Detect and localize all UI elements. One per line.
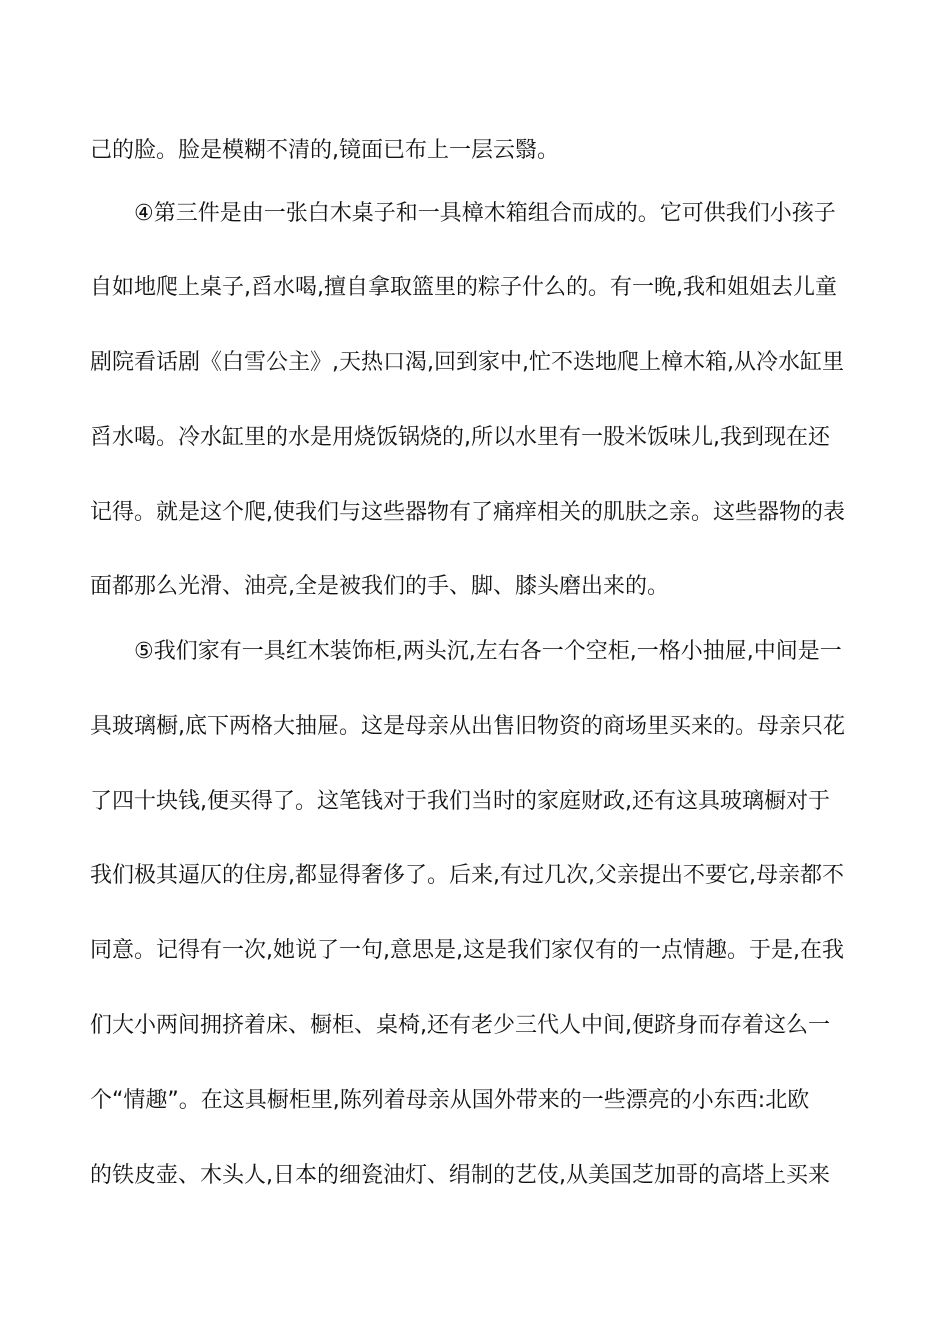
text-line: 的铁皮壶、木头人,日本的细瓷油灯、绢制的艺伎,从美国芝加哥的高塔上买来: [90, 1163, 830, 1188]
text-line: 们大小两间拥挤着床、橱柜、桌椅,还有老少三代人中间,便跻身而存着这么一: [90, 1013, 830, 1038]
text-line: 剧院看话剧《白雪公主》,天热口渴,回到家中,忙不迭地爬上樟木箱,从冷水缸里: [90, 350, 844, 375]
text-line: 己的脸。脸是模糊不清的,镜面已布上一层云翳。: [90, 138, 559, 163]
text-line: 我们极其逼仄的住房,都显得奢侈了。后来,有过几次,父亲提出不要它,母亲都不: [90, 863, 844, 888]
text-line: 具玻璃橱,底下两格大抽屉。这是母亲从出售旧物资的商场里买来的。母亲只花: [90, 714, 845, 739]
text-line: 个“情趣”。在这具橱柜里,陈列着母亲从国外带来的一些漂亮的小东西:北欧: [90, 1088, 810, 1113]
text-line: 了四十块钱,便买得了。这笔钱对于我们当时的家庭财政,还有这具玻璃橱对于: [90, 789, 830, 814]
text-line: 同意。记得有一次,她说了一句,意思是,这是我们家仅有的一点情趣。于是,在我: [90, 938, 844, 963]
paragraph-4-start: ④第三件是由一张白木桌子和一具樟木箱组合而成的。它可供我们小孩子: [134, 201, 836, 226]
paragraph-5-start: ⑤我们家有一具红木装饰柜,两头沉,左右各一个空柜,一格小抽屉,中间是一: [134, 639, 842, 664]
text-line: 面都那么光滑、油亮,全是被我们的手、脚、膝头磨出来的。: [90, 574, 669, 599]
text-line: 舀水喝。冷水缸里的水是用烧饭锅烧的,所以水里有一股米饭味儿,我到现在还: [90, 425, 830, 450]
text-line: 自如地爬上桌子,舀水喝,擅自拿取篮里的粽子什么的。有一晚,我和姐姐去儿童: [90, 275, 837, 300]
text-line: 记得。就是这个爬,使我们与这些器物有了痛痒相关的肌肤之亲。这些器物的表: [90, 500, 845, 525]
